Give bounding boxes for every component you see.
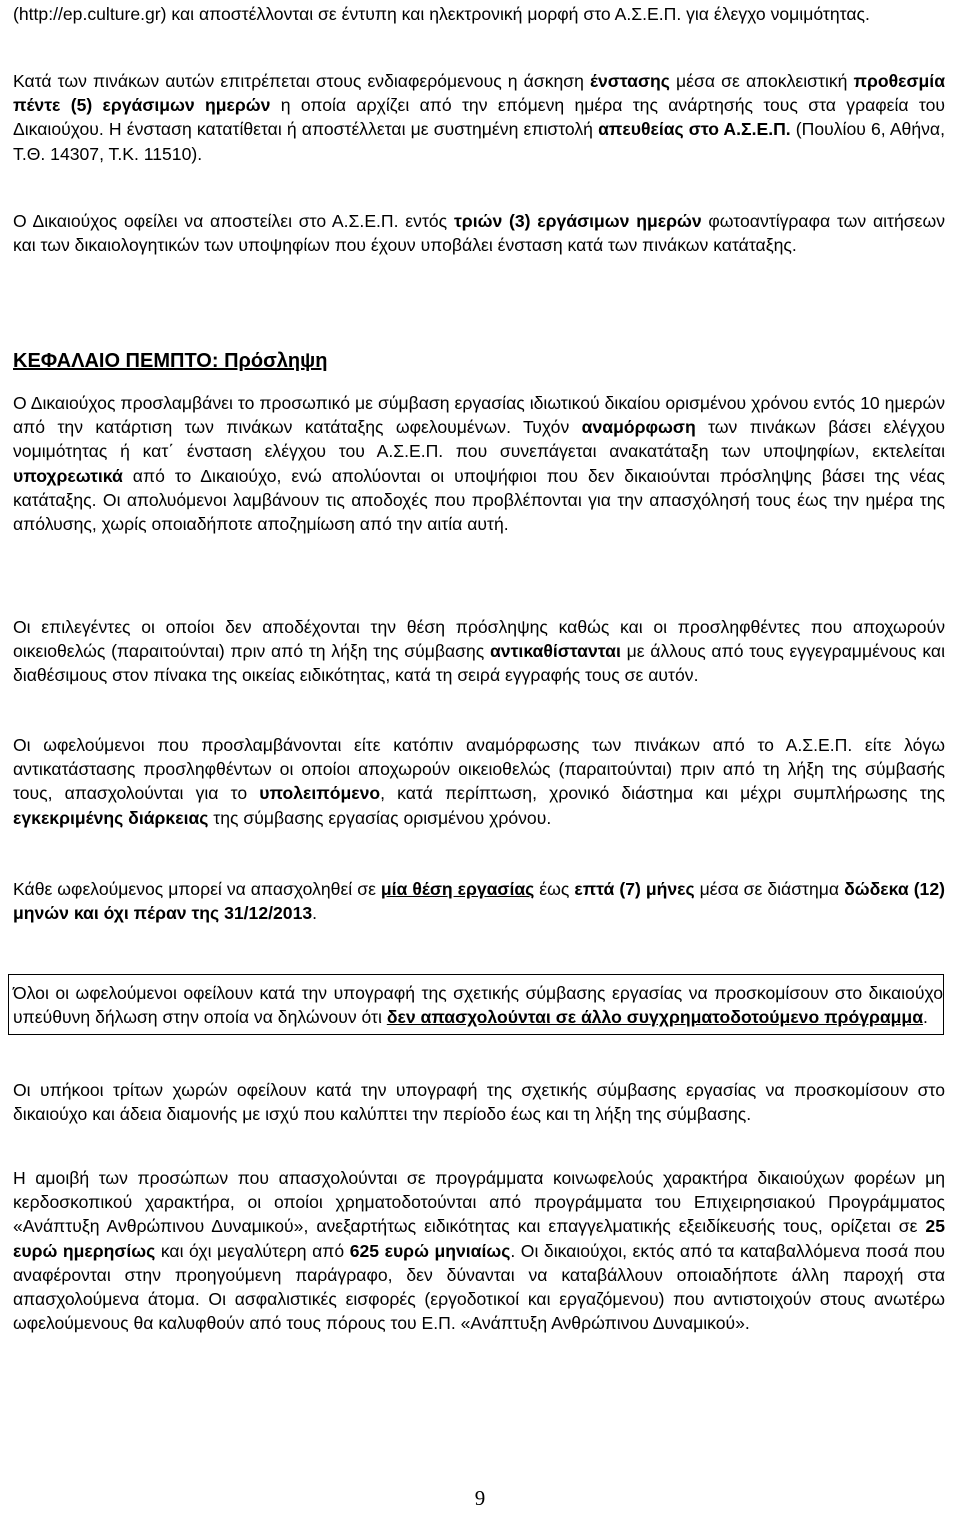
paragraph-copies: Ο Δικαιούχος οφείλει να αποστείλει στο Α.Σ.Ε.Π. εντός τριών (3) εργάσιμων ημερών φωτοαντίγραφα των αιτήσεων και των δικαιολογητικών των υποψηφίων που έχουν υποβάλει ένσταση κατά των πινάκων κατάταξης. xyxy=(13,211,946,256)
paragraph-remuneration: Η αμοιβή των προσώπων που απασχολούνται σε προγράμματα κοινωφελούς χαρακτήρα δικαιούχων φορέων μη κερδοσκοπικού χαρακτήρα, οι οποίοι χρηματοδοτούνται από προγράμματα του Επιχειρησιακού Προγράμματος «Ανάπτυξη Ανθρώπινου Δυναμικού», ανεξαρτήτως ειδικότητας και επαγγελματικής εξειδίκευσής τους, ορίζεται σε 25 ευρώ ημερησίως και όχι μεγαλύτερη από 625 ευρώ μηνιαίως. Οι δικαιούχοι, εκτός από τα καταβαλλόμενα ποσά που αναφέρονται στην προηγούμενη παράγραφο, δεν δύνανται να καταβάλλουν οποιαδήποτε άλλη παροχή στα απασχολούμενα άτομα. Οι ασφαλιστικές εισφορές (εργοδοτικοί και εργαζόμενου) που αντιστοιχούν στους ανωτέρω ωφελούμενους θα καλυφθούν από τους πόρους του Ε.Π. «Ανάπτυξη Ανθρώπινου Δυναμικού». xyxy=(13,1168,945,1334)
paragraph-intro xyxy=(13,2,945,26)
chapter-heading: ΚΕΦΑΛΑΙΟ ΠΕΜΠΤΟ: Πρόσληψη xyxy=(13,350,328,372)
page-number: 9 xyxy=(474,1486,486,1510)
boxed-notice: Όλοι οι ωφελούμενοι οφείλουν κατά την υπογραφή της σχετικής σύμβασης εργασίας να προσκομίσουν στο δικαιούχο υπεύθυνη δήλωση στην οποία να δηλώνουν ότι δεν απασχολούνται σε άλλο συγχρηματοδοτούμενο πρόγραμμα. xyxy=(8,974,944,1035)
paragraph-remaining: Οι ωφελούμενοι που προσλαμβάνονται είτε κατόπιν αναμόρφωσης των πινάκων από το Α.Σ.Ε.Π. είτε λόγω αντικατάστασης προσληφθέντων οι οποίοι αποχωρούν οικειοθελώς (παραιτούνται) πριν από τη λήξη της σύμβασής τους, απασχολούνται για το υπολειπόμενο, κατά περίπτωση, χρονικό διάστημα και μέχρι συμπλήρωσης της εγκεκριμένης διάρκειας της σύμβασης εργασίας ορισμένου χρόνου. xyxy=(13,735,945,828)
paragraph-replacement: Οι επιλεγέντες οι οποίοι δεν αποδέχονται την θέση πρόσληψης καθώς και οι προσληφθέντες που αποχωρούν οικειοθελώς (παραιτούνται) πριν από τη λήξη της σύμβασης αντικαθίστανται με άλλους από τους εγγεγραμμένους και διαθέσιμους στον πίνακα της οικείας ειδικότητας, κατά τη σειρά εγγραφής τους σε αυτόν. xyxy=(13,617,945,686)
paragraph-hiring: Ο Δικαιούχος προσλαμβάνει το προσωπικό με σύμβαση εργασίας ιδιωτικού δικαίου ορισμένου χρόνου εντός 10 ημερών από την κατάρτιση των πινάκων κατάταξης ωφελουμένων. Τυχόν αναμόρφωση των πινάκων βάσει ελέγχου νομιμότητας ή κατ΄ ένσταση ελέγχου του Α.Σ.Ε.Π. που συνεπάγεται ανακατάταξη των υποψηφίων, εκτελείται υποχρεωτικά από το Δικαιούχο, ενώ απολύονται οι υποψήφιοι που δεν δικαιούνται πρόσληψης βάσει της νέας κατάταξης. Οι απολυόμενοι λαμβάνουν τις αποδοχές που προβλέπονται για την απασχόλησή τους έως την ημέρα της απόλυσης, χωρίς οποιαδήποτε αποζημίωση από την αιτία αυτή. xyxy=(13,393,945,535)
paragraph-text: (http://ep.culture.gr) και αποστέλλονται σε έντυπη και ηλεκτρονική μορφή στο Α.Σ.Ε.Π. για έλεγχο νομιμότητας. xyxy=(13,4,870,24)
paragraph-third-country: Οι υπήκοοι τρίτων χωρών οφείλουν κατά την υπογραφή της σχετικής σύμβασης εργασίας να προσκομίσουν στο δικαιούχο και άδεια διαμονής με ισχύ που καλύπτει την περίοδο έως και τη λήξη της σύμβασης. xyxy=(13,1080,945,1125)
paragraph-duration: Κάθε ωφελούμενος μπορεί να απασχοληθεί σε μία θέση εργασίας έως επτά (7) μήνες μέσα σε διάστημα δώδεκα (12) μηνών και όχι πέραν της 31/12/2013. xyxy=(13,879,945,924)
paragraph-objection: Κατά των πινάκων αυτών επιτρέπεται στους ενδιαφερόμενους η άσκηση ένστασης μέσα σε αποκλειστική προθεσμία πέντε (5) εργάσιμων ημερών η οποία αρχίζει από την επόμενη ημέρα της ανάρτησής τους στα γραφεία του Δικαιούχου. Η ένσταση κατατίθεται ή αποστέλλεται με συστημένη επιστολή απευθείας στο Α.Σ.Ε.Π. (Πουλίου 6, Αθήνα, Τ.Θ. 14307, Τ.Κ. 11510). xyxy=(13,71,946,164)
